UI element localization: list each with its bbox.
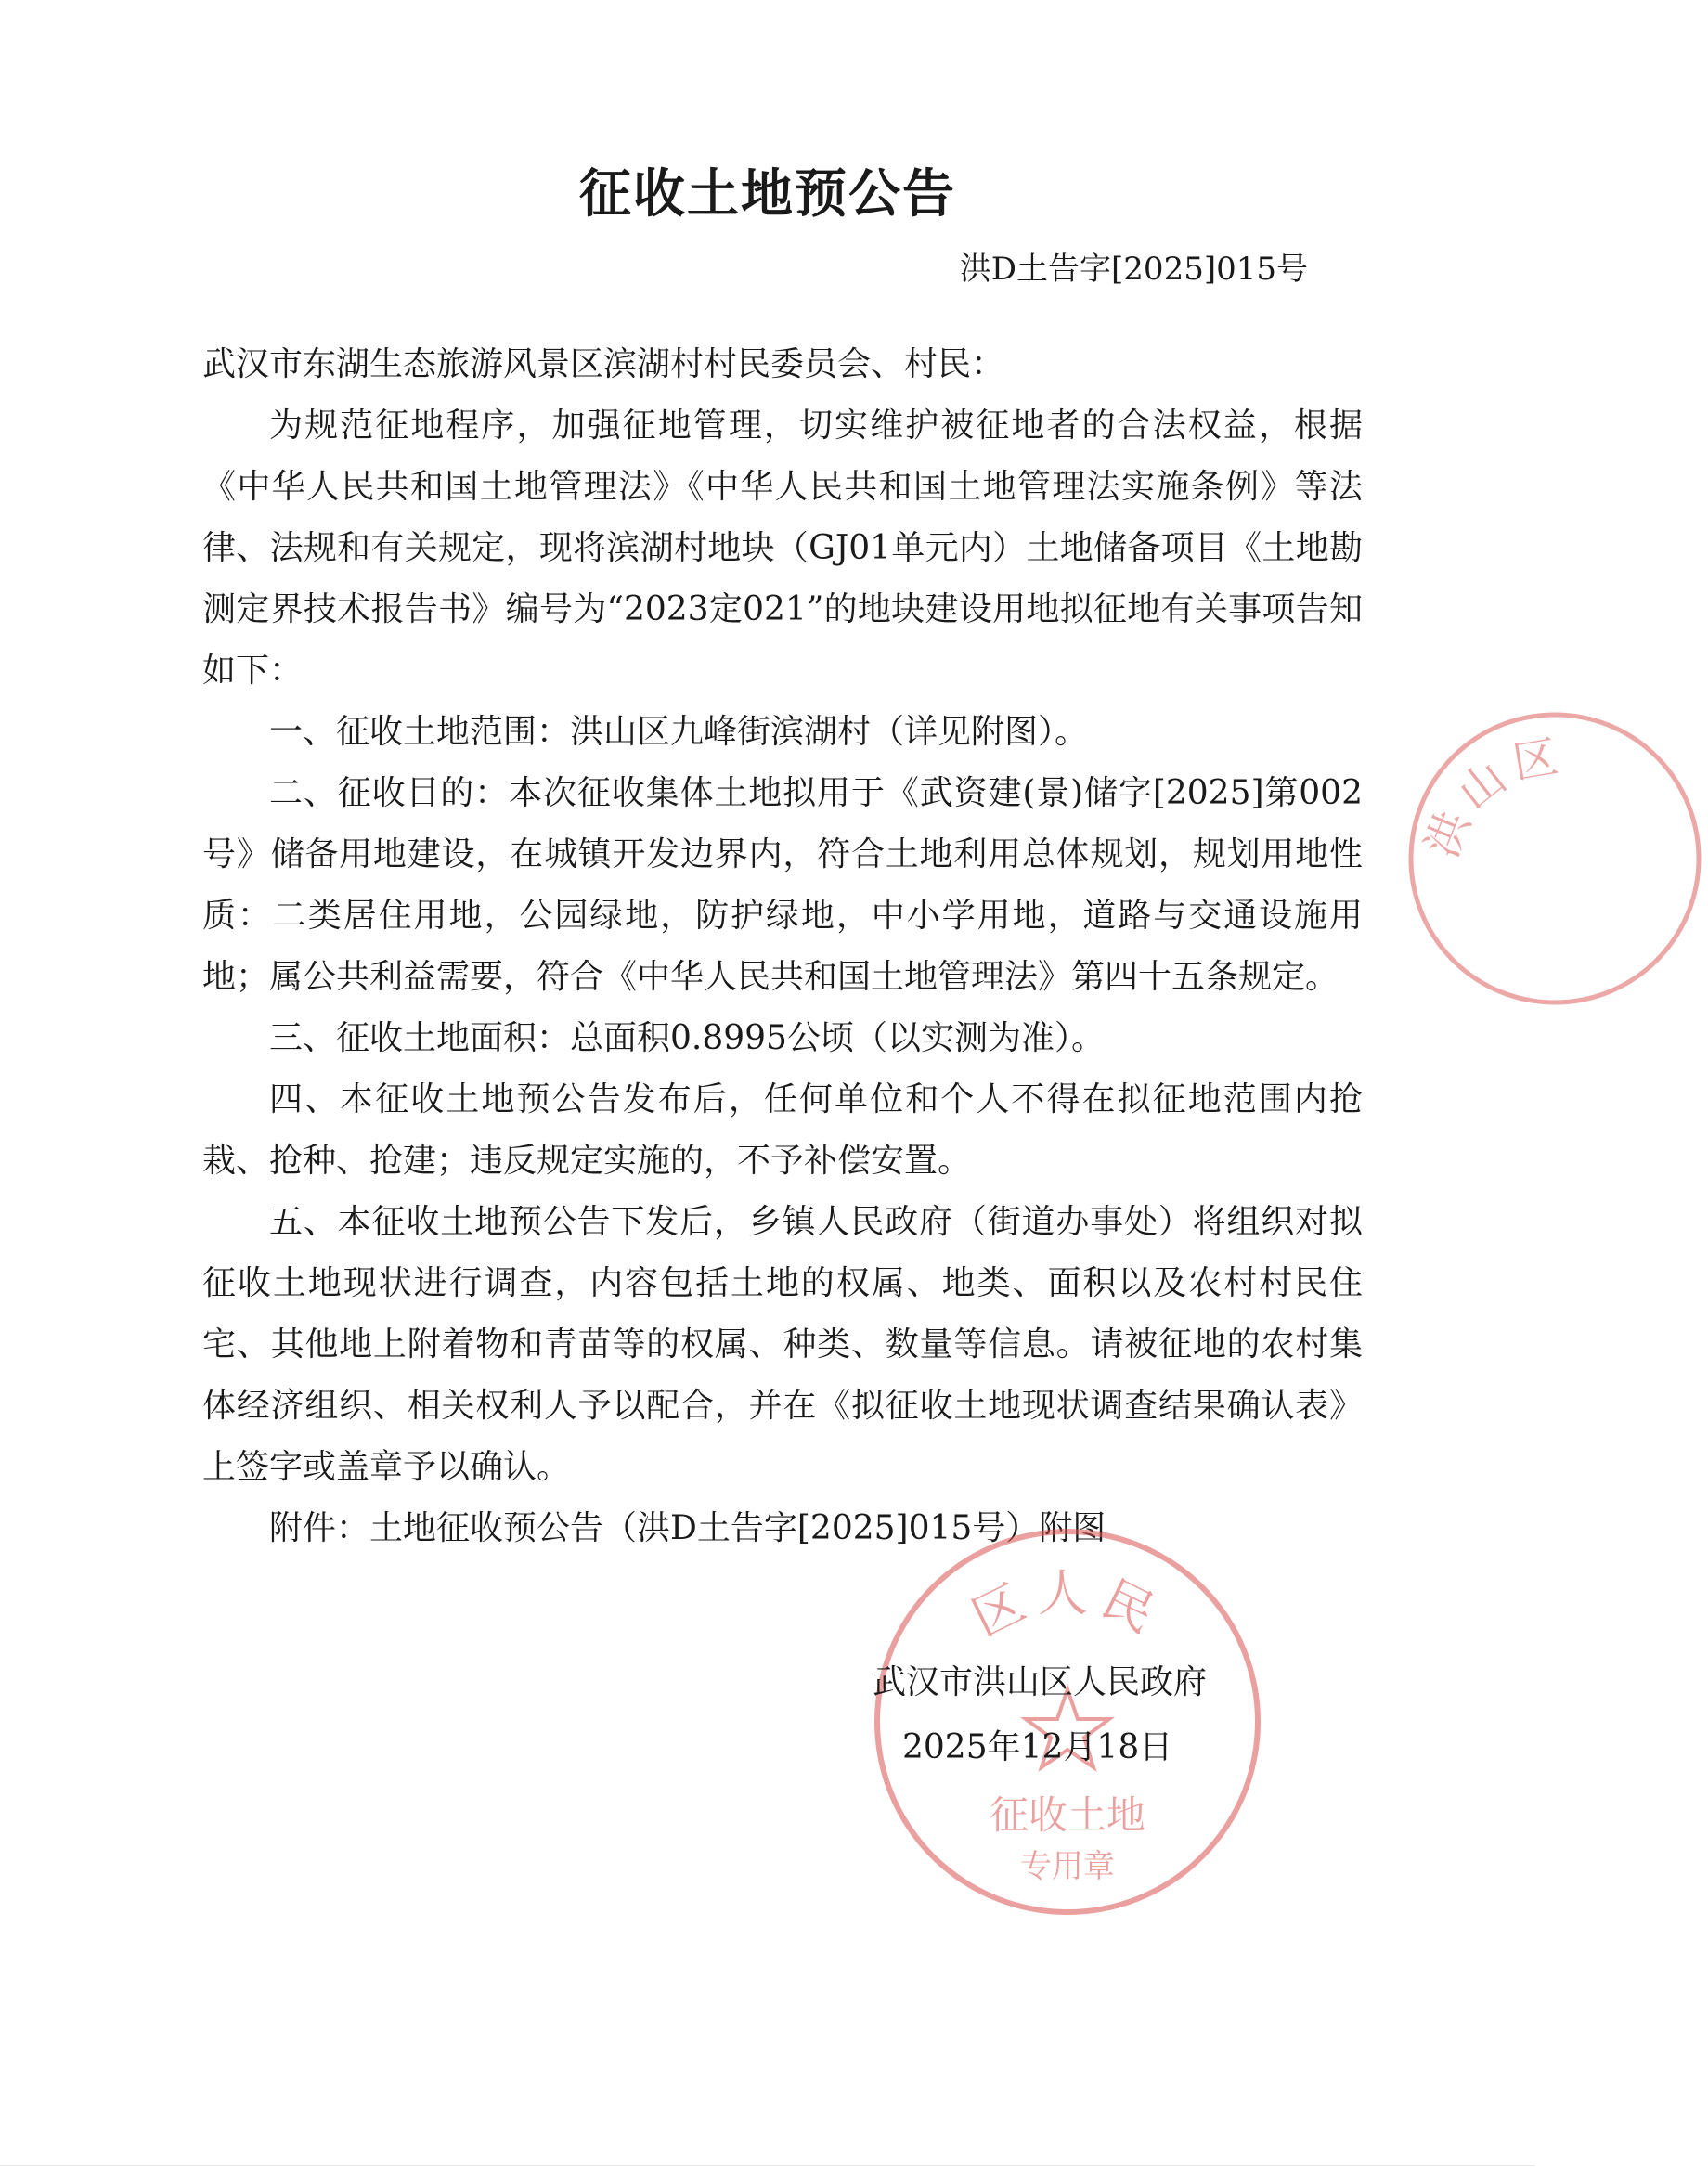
- seal-bottom-arc-text: 区人民: [963, 1564, 1172, 1648]
- svg-text:洪山区: [1416, 730, 1569, 864]
- paragraph-item-3: 三、征收土地面积：总面积0.8995公顷（以实测为准）。: [269, 1019, 1105, 1057]
- paragraph-item-5: 五、本征收土地预公告下发后，乡镇人民政府（街道办事处）将组织对拟征收土地现状进行调查，内容包括土地的权属、地类、面积以及农村村民住宅、其他地上附着物和青苗等的权属、种类、数量等信息。请被征地的农村集体经济组织、相关权利人予以配合，并在《拟征收土地现状调查结果确认表》上签字或盖章予以确认。: [202, 1203, 1363, 1486]
- signing-organization: 武汉市洪山区人民政府: [873, 1663, 1208, 1701]
- edge-seal-icon: [1402, 705, 1708, 1012]
- seal-bottom-mid-text: 征收土地: [989, 1792, 1146, 1838]
- document-body: [202, 334, 1363, 1559]
- page-edge-divider: [0, 2165, 1535, 2166]
- attachment-note: 附件：土地征收预公告（洪D土告字[2025]015号）附图: [269, 1509, 1106, 1547]
- document-number: 洪D土告字[2025]015号: [959, 251, 1308, 288]
- paragraph-item-2: 二、征收目的：本次征收集体土地拟用于《武资建(景)储字[2025]第002号》储备用地建设，在城镇开发边界内，符合土地利用总体规划，规划用地性质：二类居住用地，公园绿地，防护绿地，中小学用地，道路与交通设施用地；属公共利益需要，符合《中华人民共和国土地管理法》第四十五条规定。: [202, 774, 1363, 996]
- seal-bottom-low-text: 专用章: [1020, 1848, 1115, 1885]
- paragraph-item-4: 四、本征收土地预公告发布后，任何单位和个人不得在拟征地范围内抢栽、抢种、抢建；违反规定实施的，不予补偿安置。: [202, 1080, 1363, 1180]
- signing-date: 2025年12月18日: [902, 1728, 1173, 1766]
- seal-right-arc-text: 洪山区: [1416, 730, 1570, 865]
- paragraph-item-1: 一、征收土地范围：洪山区九峰街滨湖村（详见附图）。: [269, 713, 1089, 751]
- addressee: 武汉市东湖生态旅游风景区滨湖村村民委员会、村民：: [202, 345, 1005, 383]
- paragraph-intro: 为规范征地程序，加强征地管理，切实维护被征地者的合法权益，根据《中华人民共和国土地管理法》《中华人民共和国土地管理法实施条例》等法律、法规和有关规定，现将滨湖村地块（GJ01单元内）土地储备项目《土地勘测定界技术报告书》编号为“2023定021”的地块建设用地拟征地有关事项告知如下：: [202, 407, 1363, 690]
- svg-text:区人民: [963, 1564, 1171, 1648]
- signature-block: [873, 1650, 1262, 1780]
- page-title: 征收土地预公告: [579, 164, 956, 225]
